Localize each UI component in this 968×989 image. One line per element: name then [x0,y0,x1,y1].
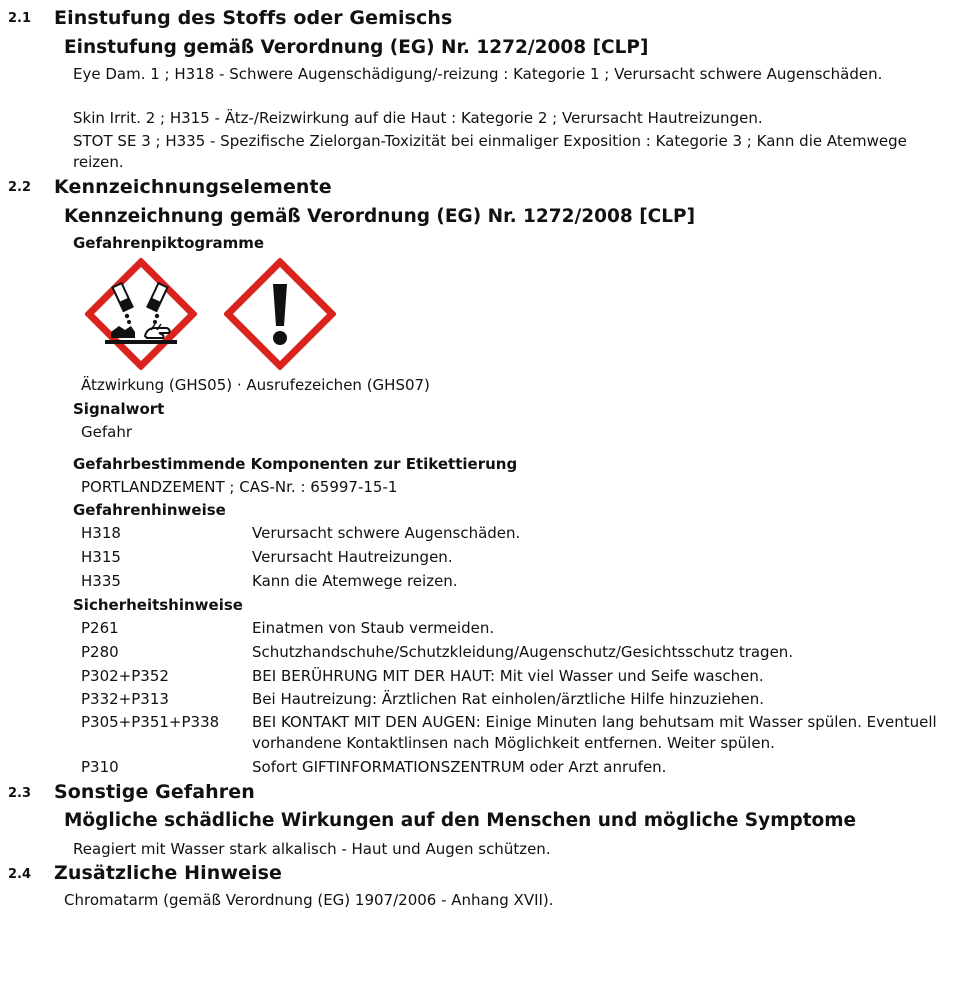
section-subtitle: Kennzeichnung gemäß Verordnung (EG) Nr. 1272/2008 [CLP] [64,206,696,227]
precaution-text: Bei Hautreizung: Ärztlichen Rat einholen/ärztliche Hilfe hinzuziehen. [252,690,764,708]
signal-word-label: Signalwort [73,400,165,418]
pictograms-caption: Ätzwirkung (GHS05) · Ausrufezeichen (GHS07) [81,376,430,394]
section-subtitle: Einstufung gemäß Verordnung (EG) Nr. 1272/2008 [CLP] [64,37,649,58]
signal-word-value: Gefahr [81,423,132,441]
precaution-code: P302+P352 [81,667,169,685]
hazard-code: H318 [81,524,121,542]
ghs07-exclamation-icon [224,258,336,374]
precaution-text: Schutzhandschuhe/Schutzkleidung/Augenschutz/Gesichtsschutz tragen. [252,643,794,661]
hazard-text: Kann die Atemwege reizen. [252,572,458,590]
precaution-code: P280 [81,643,119,661]
components-value: PORTLANDZEMENT ; CAS-Nr. : 65997-15-1 [81,478,398,496]
classification-line: STOT SE 3 ; H335 - Spezifische Zielorgan-Toxizität bei einmaliger Exposition : Kategorie 3 ; Kann die Atemwege reizen. [73,132,907,171]
precaution-code: P310 [81,758,119,776]
section-number: 2.4 [8,867,32,882]
precautionary-statements-label: Sicherheitshinweise [73,596,243,614]
section-title: Sonstige Gefahren [54,781,255,803]
precaution-code: P332+P313 [81,690,169,708]
other-hazards-text: Reagiert mit Wasser stark alkalisch - Haut und Augen schützen. [73,840,551,858]
pictograms-label: Gefahrenpiktogramme [73,234,265,252]
precaution-text: Einatmen von Staub vermeiden. [252,619,495,637]
section-title: Einstufung des Stoffs oder Gemischs [54,7,453,29]
precaution-text: Sofort GIFTINFORMATIONSZENTRUM oder Arzt anrufen. [252,758,667,776]
hazard-code: H335 [81,572,121,590]
precaution-code: P305+P351+P338 [81,713,220,731]
section-title: Kennzeichnungselemente [54,176,332,198]
section-number: 2.3 [8,786,32,801]
section-number: 2.2 [8,180,32,195]
classification-line: Eye Dam. 1 ; H318 - Schwere Augenschädigung/-reizung : Kategorie 1 ; Verursacht schwere Augenschäden. [73,65,883,83]
hazard-code: H315 [81,548,121,566]
additional-info-text: Chromatarm (gemäß Verordnung (EG) 1907/2006 - Anhang XVII). [64,891,554,909]
ghs05-corrosion-icon [85,258,197,374]
precaution-text: BEI BERÜHRUNG MIT DER HAUT: Mit viel Wasser und Seife waschen. [252,667,764,685]
section-number: 2.1 [8,11,32,26]
components-label: Gefahrbestimmende Komponenten zur Etikettierung [73,455,518,473]
hazard-statements-label: Gefahrenhinweise [73,501,226,519]
hazard-text: Verursacht Hautreizungen. [252,548,453,566]
section-subtitle: Mögliche schädliche Wirkungen auf den Menschen und mögliche Symptome [64,810,857,831]
hazard-text: Verursacht schwere Augenschäden. [252,524,521,542]
precaution-text: BEI KONTAKT MIT DEN AUGEN: Einige Minuten lang behutsam mit Wasser spülen. Eventuell vorhandene Kontaktlinsen nach Möglichkeit entfernen. Weiter spülen. [252,713,937,752]
section-title: Zusätzliche Hinweise [54,862,282,884]
precaution-code: P261 [81,619,119,637]
classification-line: Skin Irrit. 2 ; H315 - Ätz-/Reizwirkung auf die Haut : Kategorie 2 ; Verursacht Hautreizungen. [73,109,763,127]
